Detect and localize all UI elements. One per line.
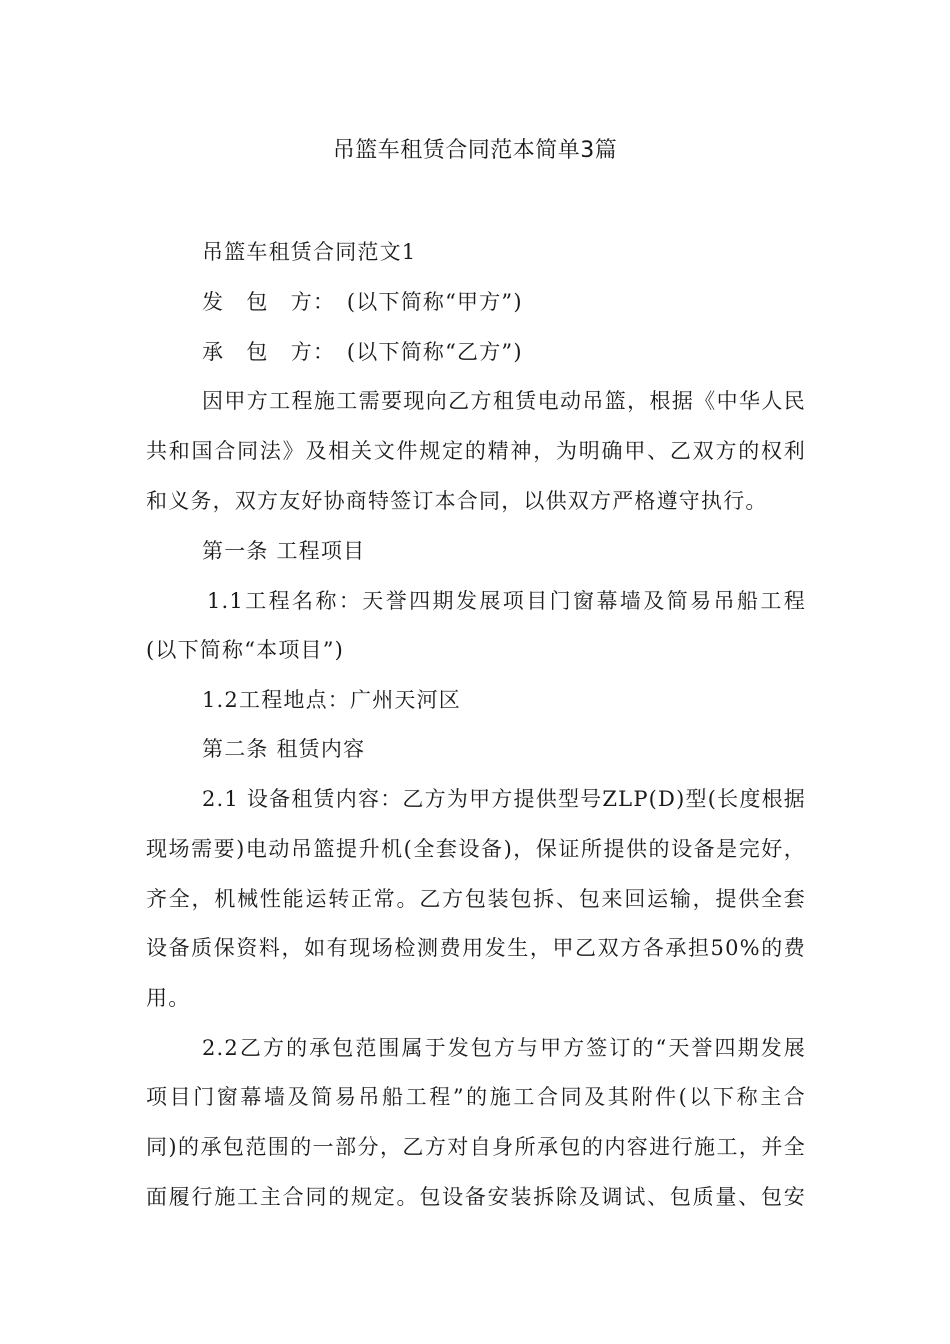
document-title: 吊篮车租赁合同范本简单3篇 [332, 138, 618, 163]
party-a-line: 发 包 方： (以下简称“甲方”) [202, 290, 523, 314]
paragraph-line: 现场需要)电动吊篮提升机(全套设备)，保证所提供的设备是完好， [146, 837, 806, 861]
paragraph-line: 共和国合同法》及相关文件规定的精神，为明确甲、乙双方的权利 [146, 439, 806, 463]
paragraph-line: 2.2乙方的承包范围属于发包方与甲方签订的“天誉四期发展 [202, 1036, 806, 1060]
paragraph-line: 和义务，双方友好协商特签订本合同，以供双方严格遵守执行。 [146, 489, 768, 513]
paragraph-line: 项目门窗幕墙及简易吊船工程”的施工合同及其附件(以下称主合 [146, 1085, 806, 1109]
article-heading: 第二条 租赁内容 [202, 737, 366, 761]
paragraph-line: 面履行施工主合同的规定。包设备安装拆除及调试、包质量、包安 [146, 1185, 806, 1209]
section-heading: 吊篮车租赁合同范文1 [202, 240, 417, 264]
article-heading: 第一条 工程项目 [202, 539, 366, 563]
paragraph-line: 因甲方工程施工需要现向乙方租赁电动吊篮，根据《中华人民 [202, 389, 806, 413]
paragraph-line: 1.1工程名称：天誉四期发展项目门窗幕墙及简易吊船工程 [207, 589, 806, 613]
paragraph-line: 齐全，机械性能运转正常。乙方包装包拆、包来回运输，提供全套 [146, 887, 806, 911]
paragraph-line: (以下简称“本项目”) [146, 638, 345, 662]
party-b-line: 承 包 方： (以下简称“乙方”) [202, 340, 523, 364]
paragraph-line: 1.2工程地点：广州天河区 [202, 688, 461, 712]
paragraph-line: 设备质保资料，如有现场检测费用发生，甲乙双方各承担50%的费 [146, 936, 806, 960]
paragraph-line: 用。 [146, 986, 191, 1010]
paragraph-line: 同)的承包范围的一部分，乙方对自身所承包的内容进行施工，并全 [146, 1135, 806, 1159]
paragraph-line: 2.1 设备租赁内容：乙方为甲方提供型号ZLP(D)型(长度根据 [202, 787, 806, 811]
